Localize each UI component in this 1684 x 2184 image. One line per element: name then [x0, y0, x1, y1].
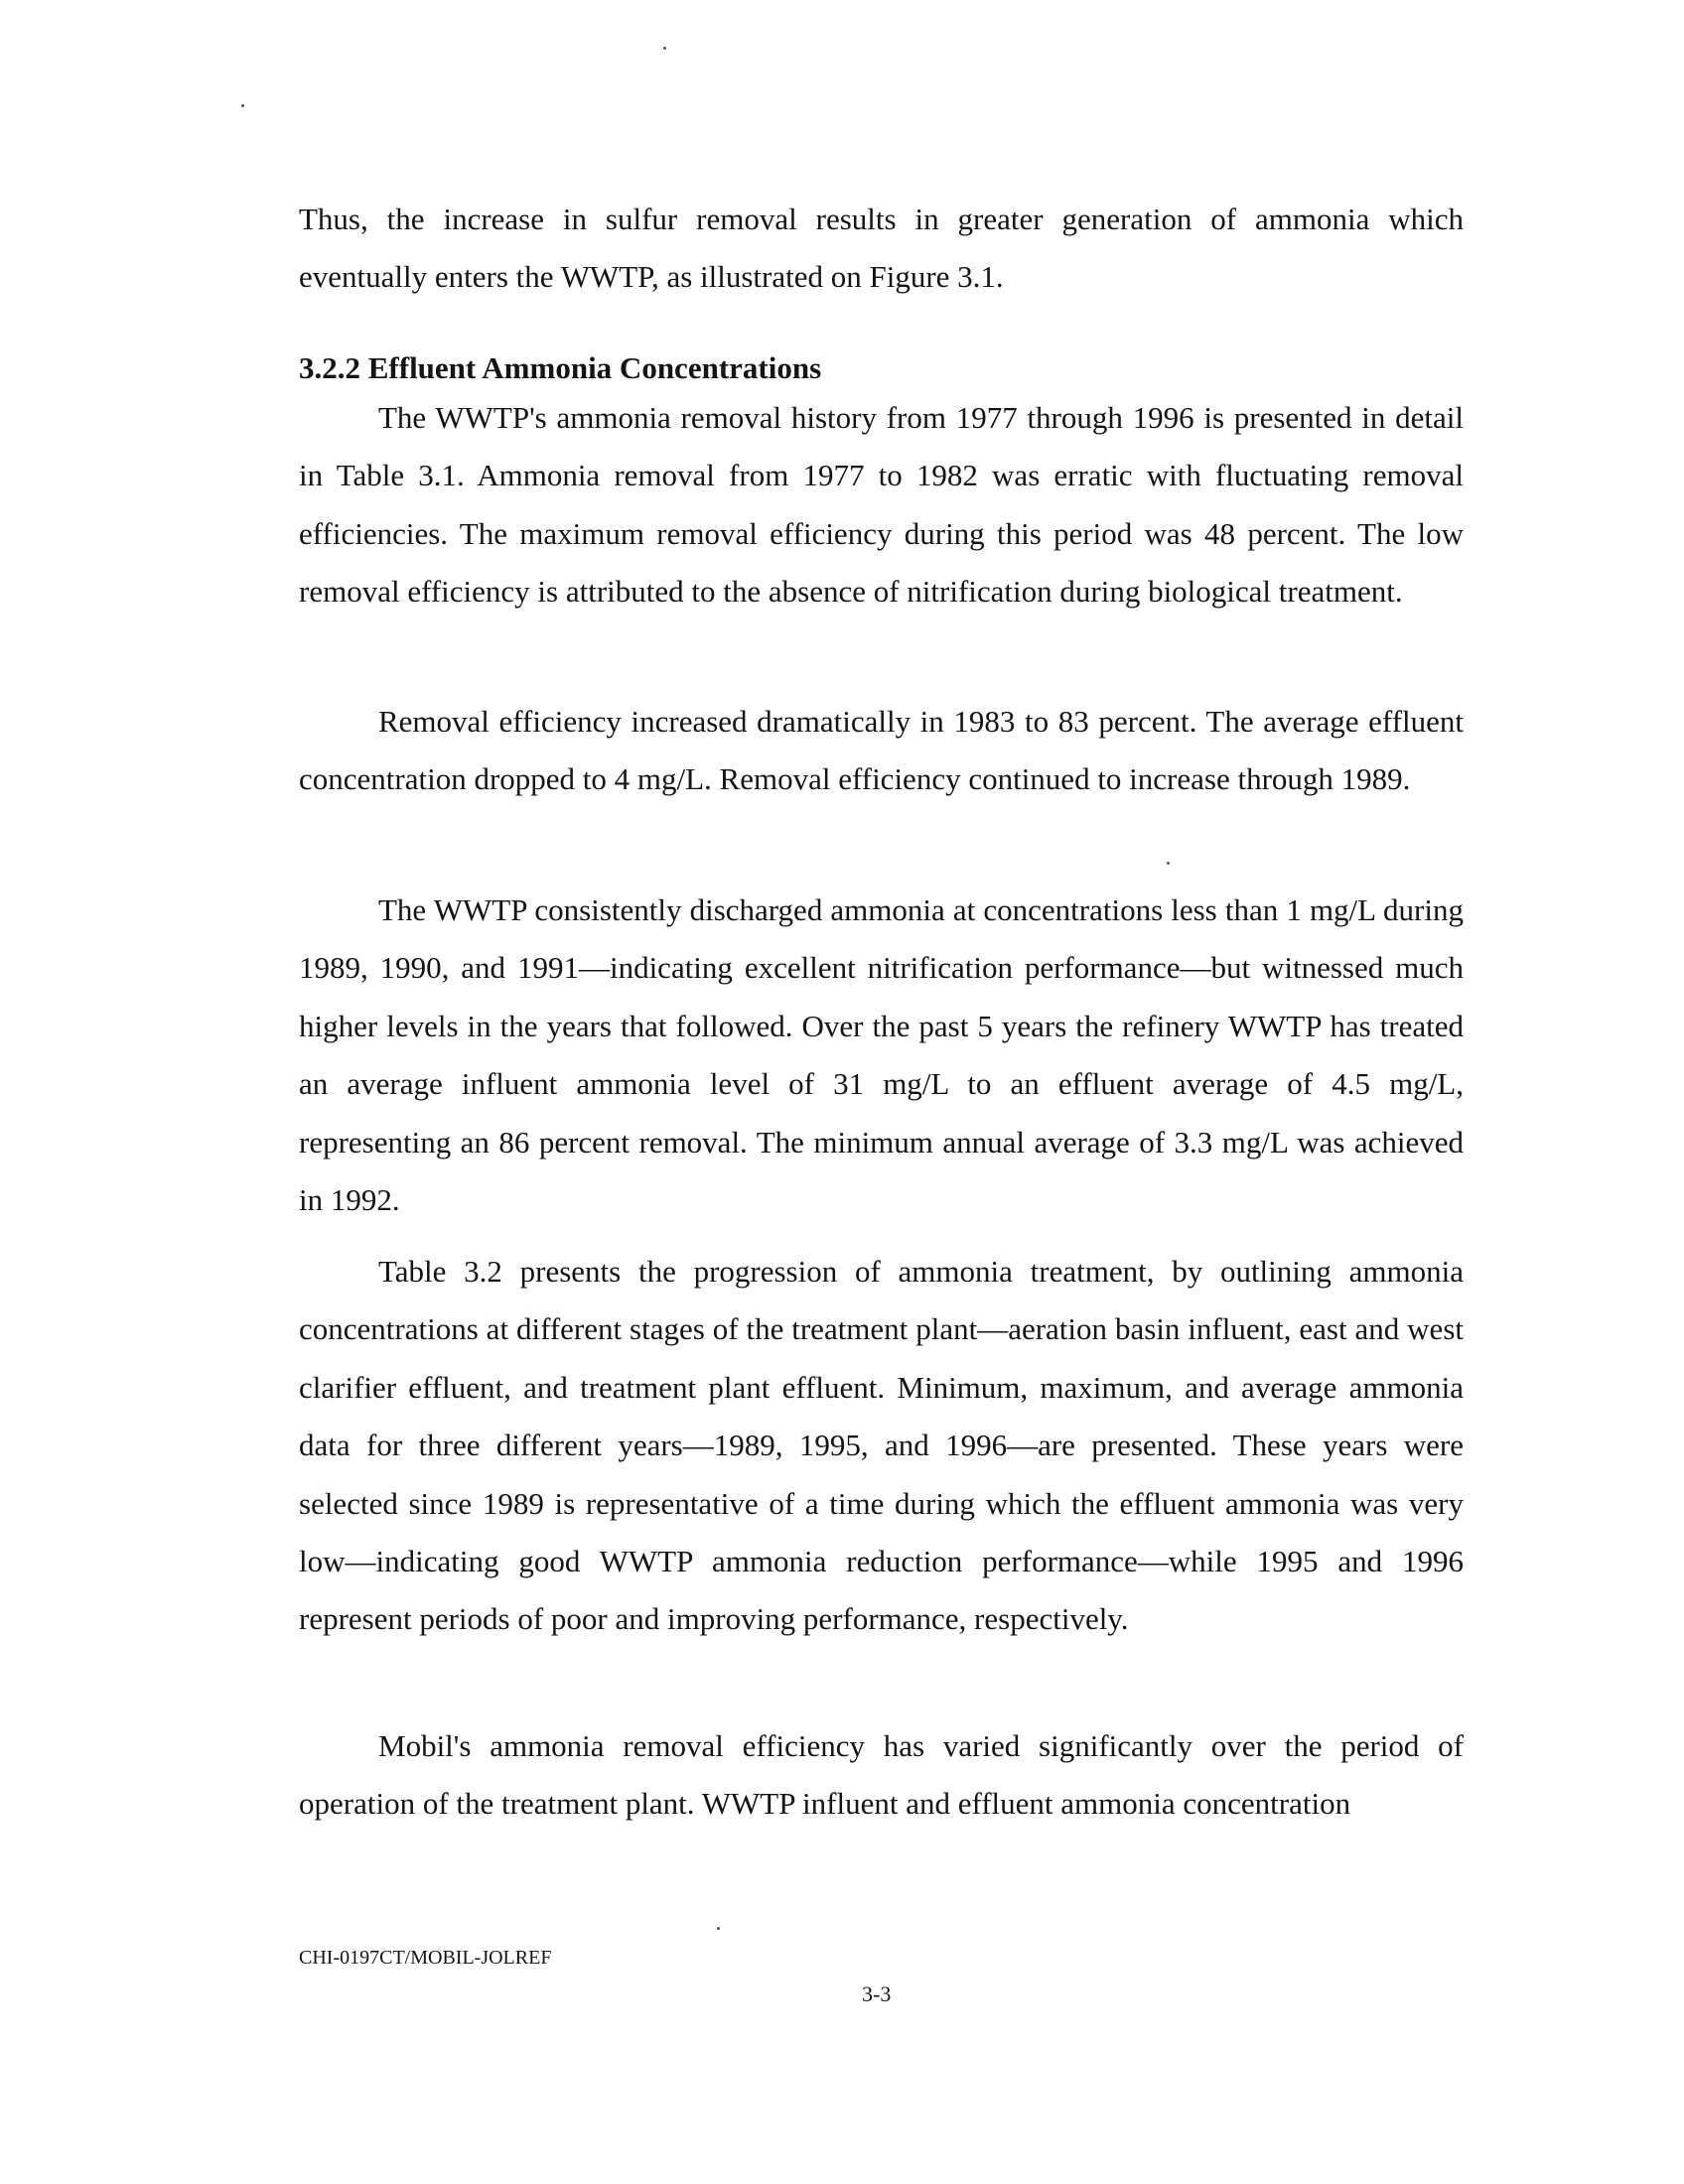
scan-speck [1167, 862, 1170, 865]
body-paragraph-4-block [299, 1243, 1464, 1649]
body-paragraph-1-block [299, 389, 1464, 621]
page-number: 3-3 [862, 1981, 892, 2006]
body-paragraph: The WWTP consistently discharged ammonia at concentrations less than 1 mg/L during 1989, 1990, and 1991—indicating excellent nitrification performance—but witnessed much higher levels in the years that followed. Over the past 5 years the refinery WWTP has treated an average influent ammonia level of 31 mg/L to an effluent average of 4.5 mg/L, representing an 86 percent removal. The minimum annual average of 3.3 mg/L was achieved in 1992. [299, 892, 1464, 1218]
body-paragraph: Mobil's ammonia removal efficiency has varied significantly over the period of operation of the treatment plant. WWTP influent and effluent ammonia concentration [299, 1728, 1464, 1822]
intro-paragraph: Thus, the increase in sulfur removal results in greater generation of ammonia which eventually enters the WWTP, as illustrated on Figure 3.1. [299, 202, 1464, 295]
document-id: CHI-0197CT/MOBIL-JOLREF [299, 1947, 552, 1969]
body-paragraph-5-block [299, 1717, 1464, 1834]
body-paragraph-3-block [299, 882, 1464, 1229]
body-paragraph: Table 3.2 presents the progression of ammonia treatment, by outlining ammonia concentrations at different stages of the treatment plant—aeration basin influent, east and west clarifier effluent, and treatment plant effluent. Minimum, maximum, and average ammonia data for three different years—1989, 1995, and 1996—are presented. These years were selected since 1989 is representative of a time during which the effluent ammonia was very low—indicating good WWTP ammonia reduction performance—while 1995 and 1996 represent periods of poor and improving performance, respectively. [299, 1254, 1464, 1637]
scan-speck [241, 104, 244, 107]
body-paragraph: The WWTP's ammonia removal history from 1977 through 1996 is presented in detail in Table 3.1. Ammonia removal from 1977 to 1982 was erratic with fluctuating removal efficiencies. The maximum removal efficiency during this period was 48 percent. The low removal efficiency is attributed to the absence of nitrification during biological treatment. [299, 400, 1464, 610]
scan-speck [663, 47, 666, 50]
body-paragraph: Removal efficiency increased dramatically in 1983 to 83 percent. The average effluent concentration dropped to 4 mg/L. Removal efficiency continued to increase through 1989. [299, 704, 1464, 797]
body-paragraph-2-block [299, 693, 1464, 809]
section-heading: 3.2.2 Effluent Ammonia Concentrations [299, 350, 822, 385]
intro-block [299, 191, 1464, 307]
scan-speck [717, 1927, 720, 1930]
